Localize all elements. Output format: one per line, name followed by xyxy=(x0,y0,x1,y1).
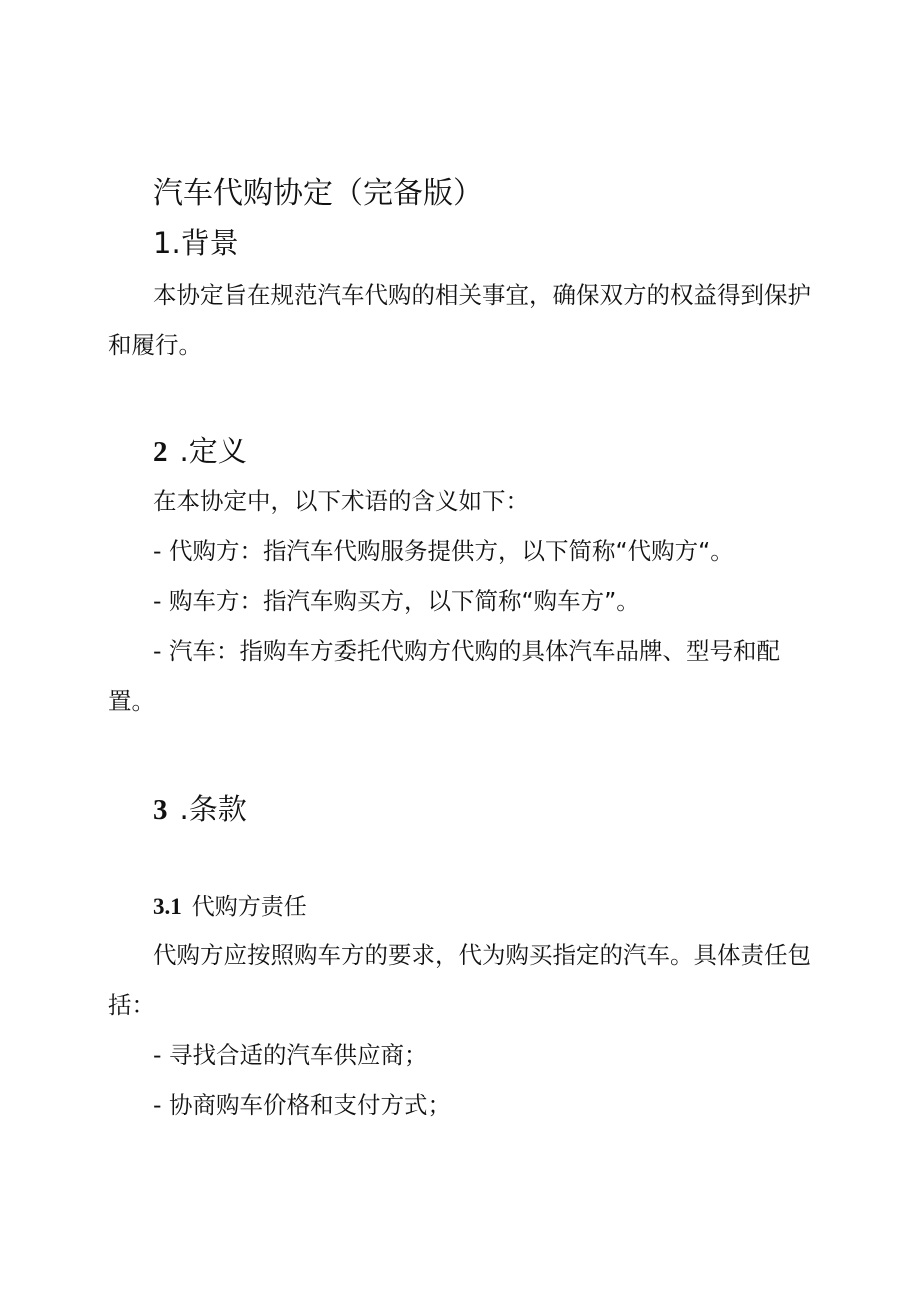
subsection-number: 3.1 xyxy=(153,894,182,919)
agent-duties-paragraph-line1: 代购方应按照购车方的要求，代为购买指定的汽车。具体责任包 xyxy=(153,941,811,969)
section-heading-terms xyxy=(153,792,247,826)
document-title: 汽车代购协定（完备版） xyxy=(153,176,483,211)
agent-duties-paragraph-line2: 括： xyxy=(108,991,155,1019)
section-number: 2 xyxy=(153,436,168,468)
definition-item-car-line1: - 汽车：指购车方委托代购方代购的具体汽车品牌、型号和配 xyxy=(153,637,780,665)
background-paragraph-line2: 和履行。 xyxy=(108,331,202,359)
background-paragraph-line1: 本协定旨在规范汽车代购的相关事宜，确保双方的权益得到保护 xyxy=(153,281,811,309)
definitions-intro: 在本协定中，以下术语的含义如下： xyxy=(153,487,529,515)
subsection-heading-agent-duties xyxy=(153,895,307,919)
agent-duty-item-price: - 协商购车价格和支付方式； xyxy=(153,1091,451,1119)
agent-duty-item-supplier: - 寻找合适的汽车供应商； xyxy=(153,1041,428,1069)
subsection-title: 代购方责任 xyxy=(191,894,307,920)
section-heading-definitions xyxy=(153,434,247,468)
definition-item-buyer: - 购车方：指汽车购买方，以下简称“购车方”。 xyxy=(153,587,640,615)
section-title: .定义 xyxy=(179,434,247,468)
section-heading-background: 1.背景 xyxy=(153,226,239,260)
definition-item-car-line2: 置。 xyxy=(108,687,155,715)
section-title: .条款 xyxy=(179,792,247,826)
section-number: 3 xyxy=(153,794,168,826)
definition-item-agent: - 代购方：指汽车代购服务提供方，以下简称“代购方“。 xyxy=(153,537,734,565)
